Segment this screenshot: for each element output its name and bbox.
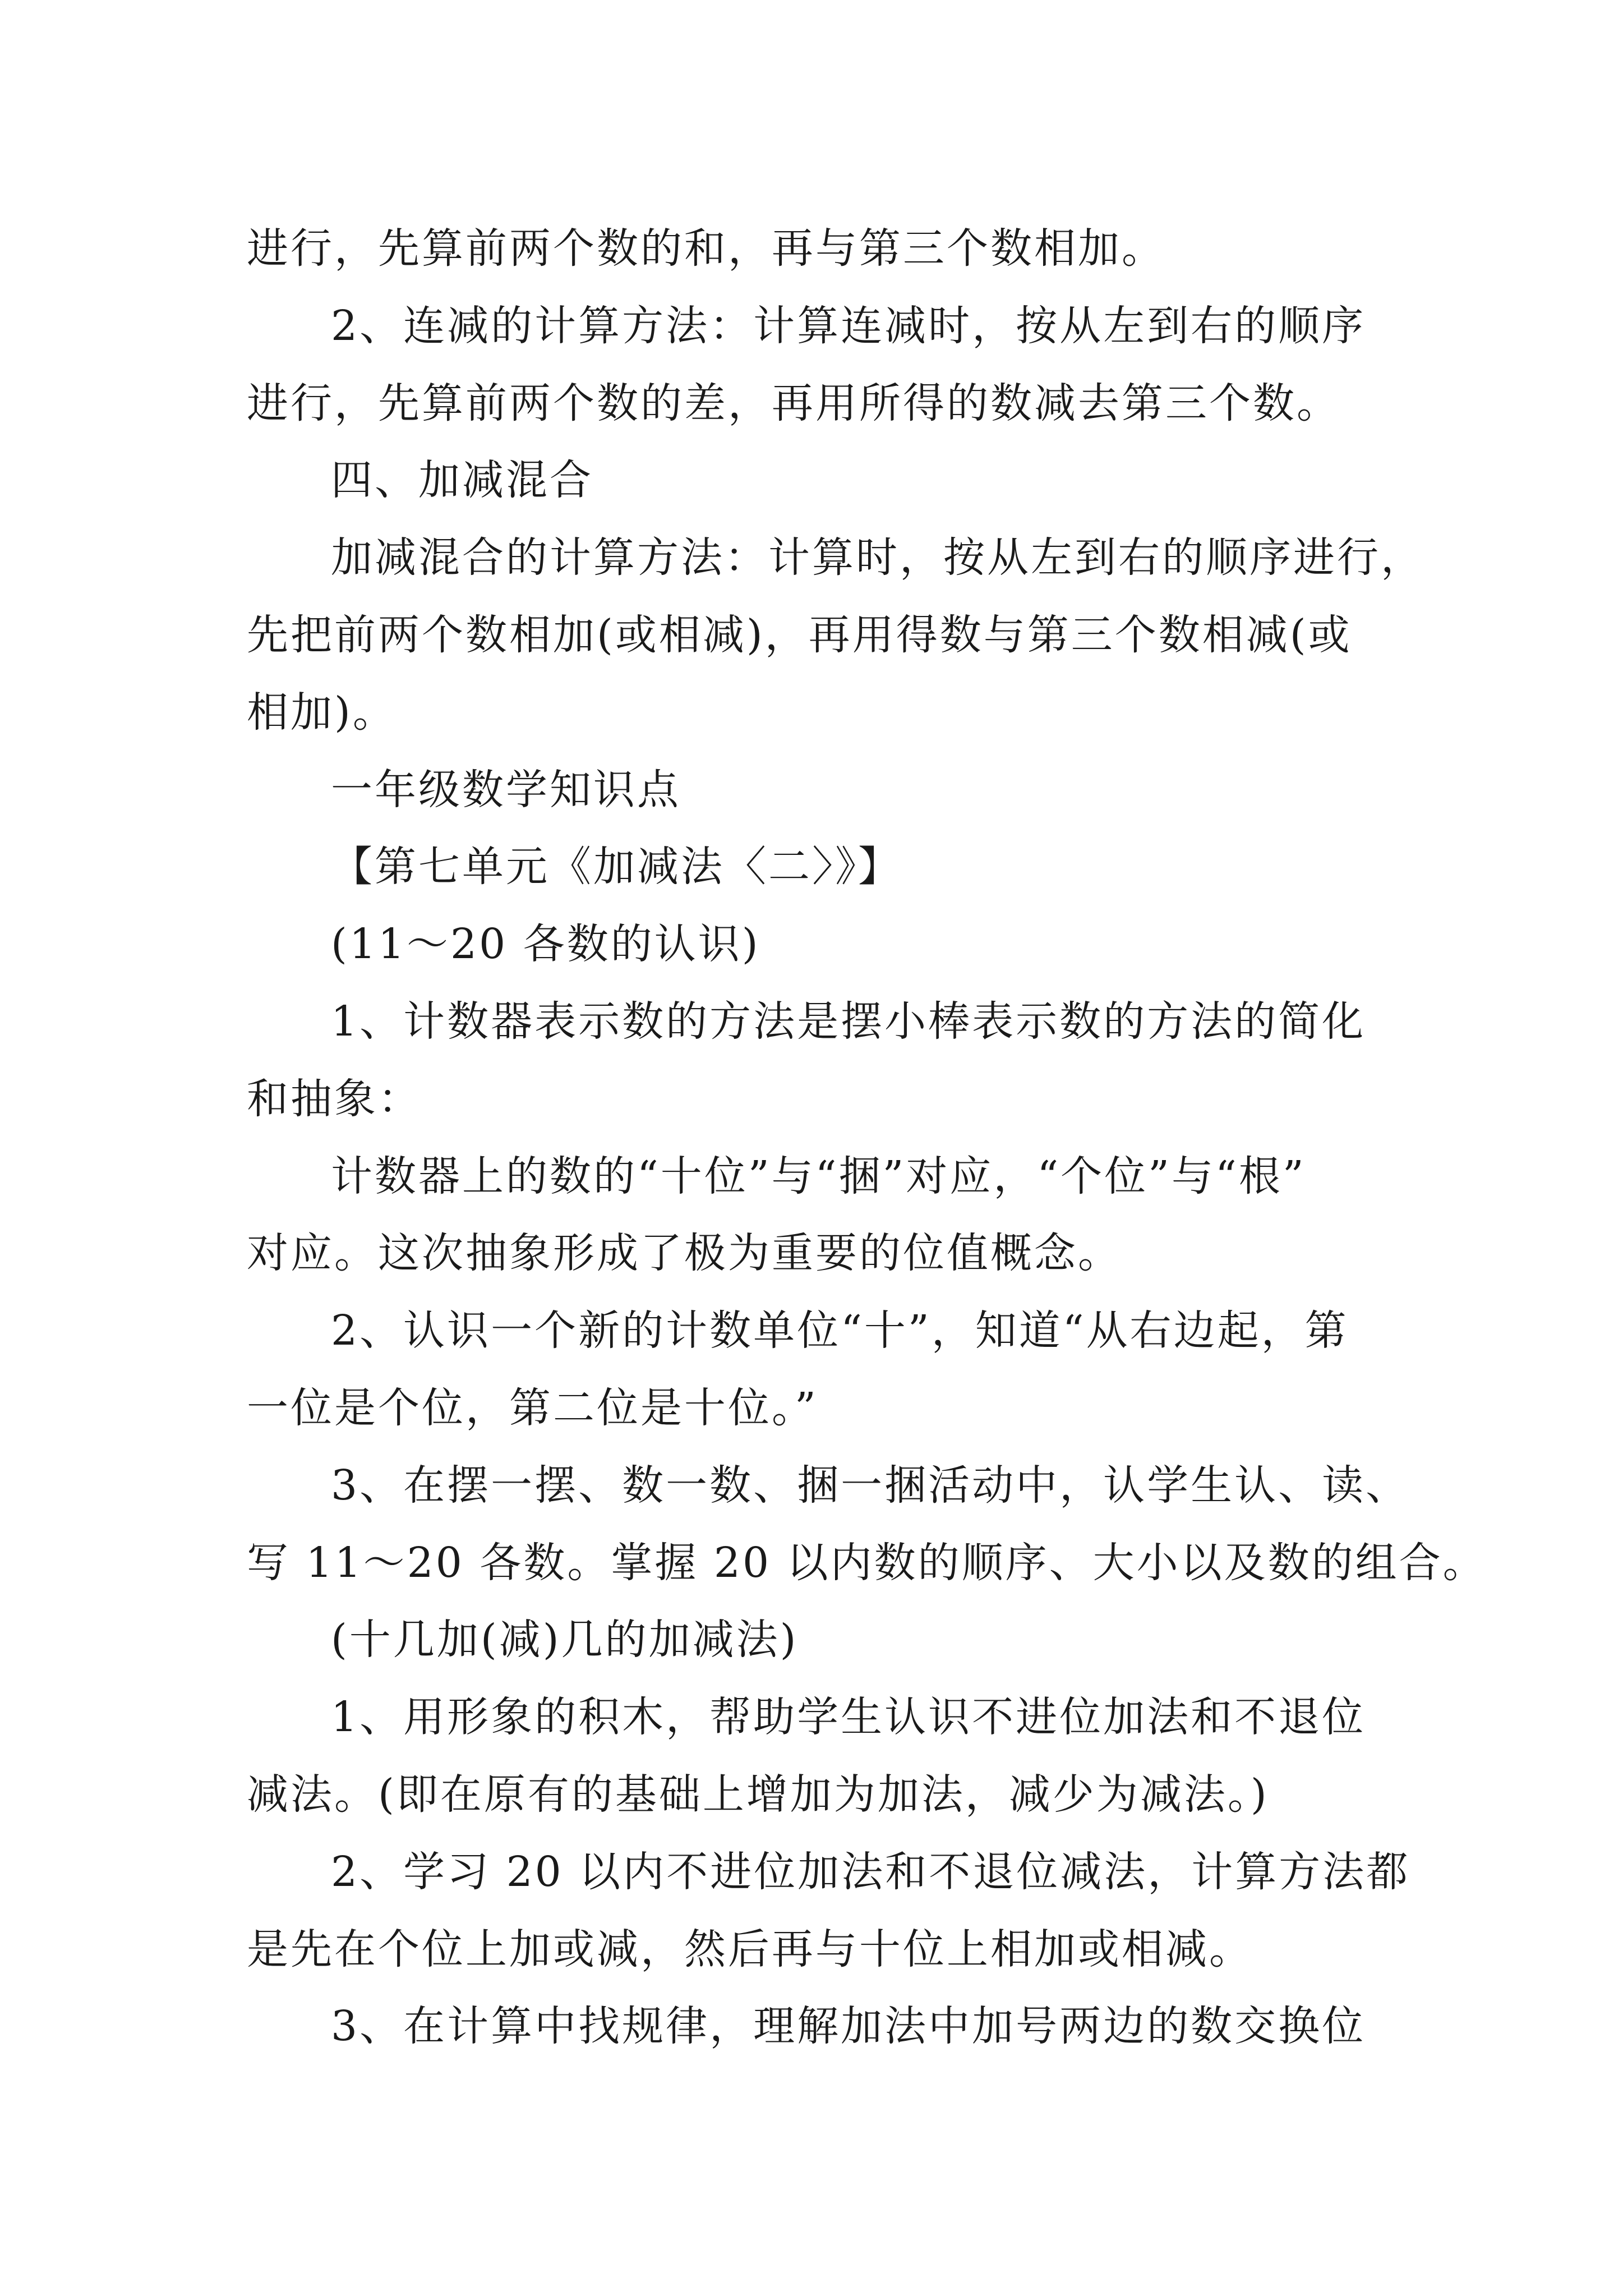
text-line: 2、学习 20 以内不进位加法和不退位减法，计算方法都 (331, 1847, 1410, 1896)
text-line: 进行，先算前两个数的和，再与第三个数相加。 (247, 224, 1165, 273)
section-heading: 四、加减混合 (331, 456, 593, 505)
text-line: 一位是个位，第二位是十位。” (247, 1383, 818, 1432)
text-line: 对应。这次抽象形成了极为重要的位值概念。 (247, 1229, 1122, 1278)
text-line: 3、在计算中找规律，理解加法中加号两边的数交换位 (331, 2002, 1366, 2051)
text-line: 3、在摆一摆、数一数、捆一捆活动中，认学生认、读、 (331, 1461, 1410, 1510)
text-line: 和抽象： (247, 1074, 422, 1123)
text-line: 先把前两个数相加(或相减)，再用得数与第三个数相减(或 (247, 610, 1352, 659)
text-line: 1、用形象的积木，帮助学生认识不进位加法和不退位 (331, 1693, 1366, 1742)
text-line: 计数器上的数的“十位”与“捆”对应，“个位”与“根” (331, 1152, 1306, 1200)
unit-heading: 【第七单元《加减法〈二〉》】 (331, 843, 902, 891)
text-line: 是先在个位上加或减，然后再与十位上相加或相减。 (247, 1925, 1253, 1973)
text-line: 1、计数器表示数的方法是摆小棒表示数的方法的简化 (331, 997, 1366, 1046)
text-line: 写 11～20 各数。掌握 20 以内数的顺序、大小以及数的组合。 (247, 1538, 1487, 1587)
document-body (247, 210, 1487, 2065)
text-line: 2、连减的计算方法：计算连减时，按从左到右的顺序 (331, 301, 1366, 350)
text-line: 减法。(即在原有的基础上增加为加法，减少为减法。) (247, 1770, 1269, 1819)
text-line: 2、认识一个新的计数单位“十”，知道“从右边起，第 (331, 1306, 1349, 1355)
text-line: 进行，先算前两个数的差，再用所得的数减去第三个数。 (247, 379, 1340, 427)
subsection-heading: (十几加(减)几的加减法) (331, 1616, 799, 1664)
text-line: 相加)。 (247, 688, 396, 737)
text-line: 加减混合的计算方法：计算时，按从左到右的顺序进行， (331, 533, 1424, 582)
subsection-heading: (11～20 各数的认识) (331, 920, 760, 969)
section-heading: 一年级数学知识点 (331, 765, 681, 814)
